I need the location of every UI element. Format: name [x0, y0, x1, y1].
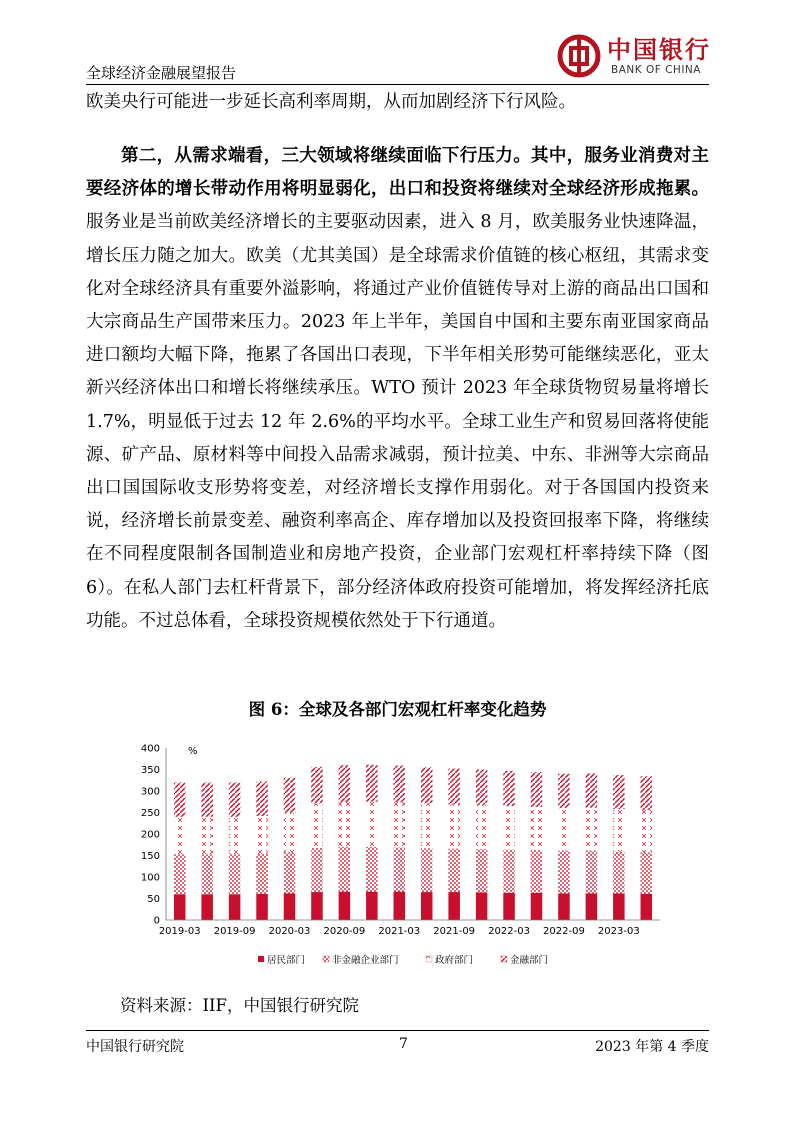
bar-segment: [311, 848, 323, 892]
x-tick-label: 2019-09: [213, 926, 256, 937]
bar-segment: [174, 854, 186, 894]
bar-segment: [256, 854, 268, 894]
logo-chinese-name: 中国银行: [607, 35, 711, 64]
bar-segment: [421, 803, 433, 848]
bar-segment: [229, 782, 241, 816]
bar-segment: [174, 817, 186, 854]
bar-segment: [613, 893, 625, 920]
y-tick-label: 350: [140, 765, 160, 776]
bar-segment: [476, 849, 488, 892]
bar-segment: [448, 892, 460, 920]
paragraph-2-body: 服务业是当前欧美经济增长的主要驱动因素，进入 8 月，欧美服务业快速降温，增长压力随之加大。欧美（尤其美国）是全球需求价值链的核心枢纽，其需求变化对全球经济具有重要外溢影响，将通过产业价值链传导对上游的商品出口国和大宗商品生产国带来压力。2023 年上半年，美国自中国和主要东南亚国家商品进口额均大幅下降，拖累了各国出口表现，下半年相关形势可能继续恶化，亚太新兴经济体出口和增长将继续承压。WTO 预计 2023 年全球货物贸易量将增长 1.7%，明显低于过去 12 年 2.6%的平均水平。全球工业生产和贸易回落将使能源、矿产品、原材料等中间投入品需求减弱，预计拉美、中东、非洲等大宗商品出口国国际收支形势将变差，对经济增长支撑作用弱化。对于各国国内投资来说，经济增长前景变差、融资利率高企、库存增加以及投资回报率下降，将继续在不同程度限制各国制造业和房地产投资，企业部门宏观杠杆率持续下降（图 6）。在私人部门去杠杆背景下，部分经济体政府投资可能增加，将发挥经济托底功能。不过总体看，全球投资规模依然处于下行通道。: [86, 212, 709, 631]
bar-segment: [201, 817, 213, 854]
bar-segment: [256, 782, 268, 816]
figure-source: 资料来源：IIF，中国银行研究院: [120, 996, 359, 1015]
bar-segment: [586, 851, 598, 894]
bar-segment: [641, 852, 653, 893]
x-tick-label: 2023-03: [597, 926, 640, 937]
bar-segment: [558, 893, 570, 920]
bar-segment: [366, 847, 378, 892]
bar-segment: [641, 776, 653, 810]
bar-segment: [476, 892, 488, 920]
legend-swatch: [426, 956, 432, 962]
unit-label: %: [188, 746, 198, 757]
page-number: 7: [399, 1036, 408, 1052]
bar-segment: [421, 848, 433, 892]
y-tick-label: 150: [140, 851, 160, 862]
bar-segment: [229, 854, 241, 894]
bar-segment: [448, 849, 460, 892]
bar-segment: [366, 802, 378, 847]
bar-segment: [613, 852, 625, 894]
bar-segment: [586, 893, 598, 920]
bank-logo-icon: [557, 34, 601, 78]
bar-segment: [284, 813, 296, 853]
bar-segment: [229, 894, 241, 920]
bar-segment: [394, 802, 406, 847]
legend-label: 居民部门: [267, 955, 306, 966]
bar-segment: [558, 808, 570, 851]
bar-segment: [448, 804, 460, 848]
bar-segment: [284, 852, 296, 893]
bar-segment: [366, 765, 378, 802]
bar-segment: [421, 892, 433, 920]
bar-segment: [394, 766, 406, 803]
bar-segment: [394, 892, 406, 920]
bar-segment: [394, 847, 406, 891]
x-tick-label: 2020-09: [323, 926, 366, 937]
bar-segment: [229, 817, 241, 854]
x-tick-label: 2020-03: [268, 926, 311, 937]
bar-segment: [613, 775, 625, 809]
bar-segment: [476, 770, 488, 806]
footer-quarter: 2023 年第 4 季度: [595, 1039, 709, 1055]
x-tick-label: 2021-03: [378, 926, 421, 937]
y-tick-label: 250: [140, 808, 160, 819]
bar-segment: [256, 816, 268, 854]
bar-segment: [339, 847, 351, 892]
chart-svg: [130, 738, 670, 978]
bar-segment: [531, 807, 543, 850]
header-rule: [86, 84, 709, 85]
legend-label: 金融部门: [510, 955, 549, 966]
footer-rule: [86, 1030, 709, 1031]
bar-segment: [531, 850, 543, 893]
bar-segment: [531, 893, 543, 920]
y-tick-label: 400: [140, 743, 160, 755]
bar-segment: [284, 778, 296, 813]
bar-segment: [476, 805, 488, 849]
logo-english-name: BANK OF CHINA: [611, 64, 701, 76]
bar-segment: [256, 894, 268, 920]
bar-segment: [311, 767, 323, 804]
x-tick-label: 2022-09: [543, 926, 585, 937]
paragraph-2: [86, 140, 709, 638]
legend-label: 政府部门: [435, 955, 474, 966]
bar-segment: [421, 767, 433, 803]
bar-segment: [503, 771, 515, 806]
paragraph-2-lead: 第二，从需求端看，三大领域将继续面临下行压力。其中，服务业消费对主要经济体的增长带动作用将明显弱化，出口和投资将继续对全球经济形成拖累。: [86, 146, 709, 200]
bar-segment: [201, 854, 213, 894]
footer-org: 中国银行研究院: [86, 1039, 184, 1055]
bar-segment: [503, 806, 515, 849]
bar-segment: [174, 894, 186, 920]
bar-segment: [174, 782, 186, 816]
x-tick-label: 2019-03: [158, 926, 201, 937]
bar-segment: [503, 893, 515, 920]
x-tick-label: 2022-03: [488, 926, 530, 937]
y-tick-label: 100: [140, 872, 160, 884]
bar-segment: [339, 892, 351, 920]
bar-segment: [531, 772, 543, 807]
bar-segment: [558, 774, 570, 808]
bank-logo: [557, 32, 717, 82]
y-tick-label: 300: [140, 786, 160, 798]
y-tick-label: 50: [147, 894, 160, 905]
bar-segment: [558, 851, 570, 894]
bar-segment: [641, 810, 653, 853]
bar-segment: [641, 894, 653, 920]
header-title: 全球经济金融展望报告: [86, 64, 237, 82]
paragraph-1: 欧美央行可能进一步延长高利率周期，从而加剧经济下行风险。: [86, 92, 576, 112]
bar-segment: [586, 773, 598, 807]
bar-segment: [503, 849, 515, 892]
x-tick-label: 2021-09: [433, 926, 476, 937]
bar-segment: [284, 893, 296, 920]
leverage-chart: [130, 738, 670, 978]
bar-segment: [311, 803, 323, 847]
bar-segment: [448, 769, 460, 805]
legend-label: 非金融企业部门: [332, 955, 399, 966]
y-tick-label: 200: [140, 829, 160, 841]
bar-segment: [586, 808, 598, 851]
y-tick-label: 0: [153, 915, 160, 927]
legend-swatch: [501, 956, 507, 962]
legend-swatch: [258, 956, 264, 962]
bar-segment: [201, 894, 213, 920]
bar-segment: [366, 892, 378, 920]
figure-title: 图 6：全球及各部门宏观杠杆率变化趋势: [248, 700, 547, 719]
legend-swatch: [323, 956, 329, 962]
bar-segment: [339, 765, 351, 802]
bar-segment: [613, 809, 625, 852]
bar-segment: [311, 892, 323, 920]
bar-segment: [201, 782, 213, 816]
bar-segment: [339, 802, 351, 847]
